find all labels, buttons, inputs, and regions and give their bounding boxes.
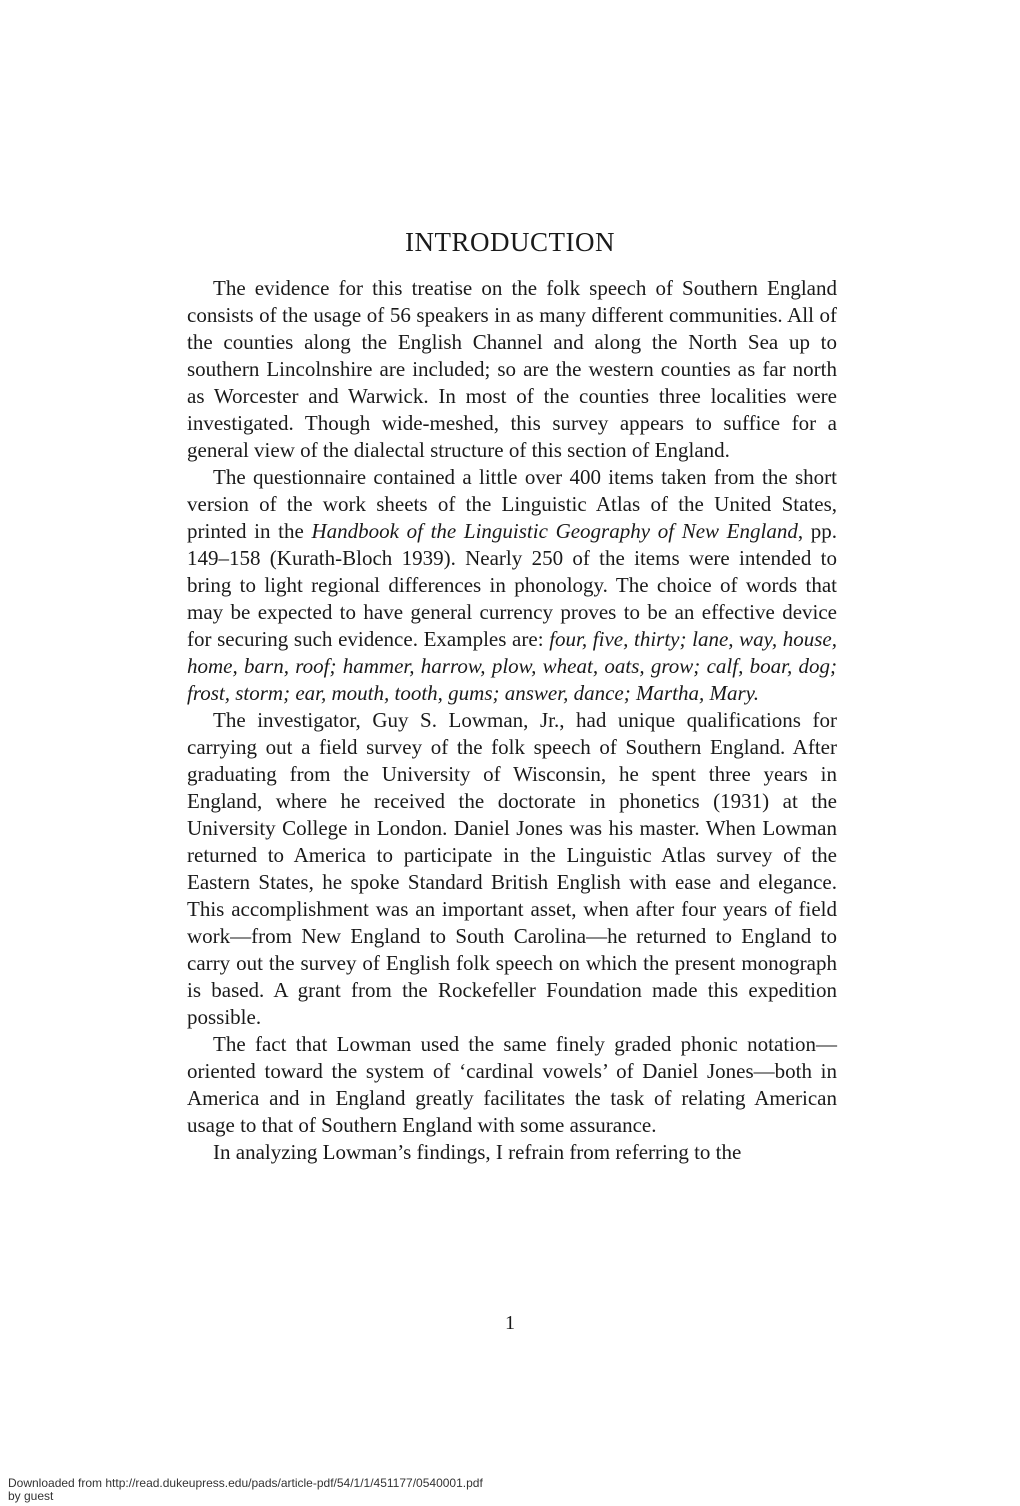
paragraph-1 (187, 275, 837, 464)
paragraph-2-text-b: , pp. 149–158 (Kurath-Bloch 1939). Nearly 250 of the items were intended to bring to light regional differences in phonology. The choice of words that may be expected to have general currency proves to be an effective device for securing such evidence. Examples are: (187, 519, 837, 651)
download-footer-line-1: Downloaded from http://read.dukeupress.edu/pads/article-pdf/54/1/1/451177/0540001.pdf (8, 1476, 483, 1490)
page-title: INTRODUCTION (405, 227, 615, 257)
example-words: four, five, thirty; lane, way, house, home, barn, roof; hammer, harrow, plow, wheat, oats, grow; calf, boar, dog; frost, storm; ear, mouth, tooth, gums; answer, dance; Martha, Mary. (187, 627, 837, 705)
download-footer (8, 1477, 483, 1503)
paragraph-2 (187, 464, 837, 707)
paragraph-3 (187, 707, 837, 1031)
paragraph-2-text-a: The questionnaire contained a little over 400 items taken from the short version of the work sheets of the Linguistic Atlas of the United States, printed in the (187, 465, 837, 543)
paragraph-1-text: The evidence for this treatise on the folk speech of Southern England consists of the usage of 56 speakers in as many different communities. All of the counties along the English Channel and along the North Sea up to southern Lincolnshire are included; so are the western counties as far north as Worcester and Warwick. In most of the counties three localities were investigated. Though wide-meshed, this survey appears to suffice for a general view of the dialectal structure of this section of England. (187, 276, 837, 462)
body-text (187, 275, 837, 1166)
paragraph-3-text: The investigator, Guy S. Lowman, Jr., had unique qualifications for carrying out a field survey of the folk speech of Southern England. After graduating from the University of Wisconsin, he spent three years in England, where he received the doctorate in phonetics (1931) at the University College in London. Daniel Jones was his master. When Lowman returned to America to participate in the Linguistic Atlas survey of the Eastern States, he spoke Standard British English with ease and elegance. This accomplishment was an important asset, when after four years of field work—from New England to South Carolina—he returned to England to carry out the survey of English folk speech on which the present monograph is based. A grant from the Rockefeller Foundation made this expedition possible. (187, 708, 837, 1029)
paragraph-5 (187, 1139, 837, 1166)
paragraph-5-text: In analyzing Lowman’s findings, I refrain from referring to the (213, 1140, 742, 1164)
paragraph-4-text: The fact that Lowman used the same finely graded phonic notation—oriented toward the system of ‘cardinal vowels’ of Daniel Jones—both in America and in England greatly facilitates the task of relating American usage to that of Southern England with some assurance. (187, 1032, 837, 1137)
paragraph-4 (187, 1031, 837, 1139)
download-footer-line-2: by guest (8, 1489, 54, 1503)
page-number: 1 (505, 1312, 515, 1334)
book-title-reference: Handbook of the Linguistic Geography of New England (311, 519, 798, 543)
